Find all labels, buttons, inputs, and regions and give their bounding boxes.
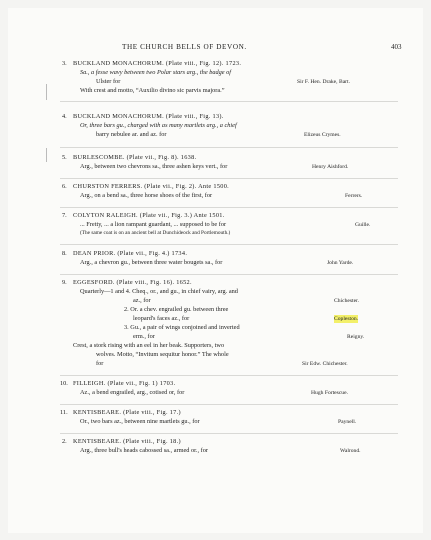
entry-line: Or., two bars az., between nine martlets gu., for <box>80 418 200 425</box>
donor-name: Elizeus Crymes. <box>304 132 341 138</box>
divider <box>60 178 398 179</box>
entry-line: ... Fretty, ... a lion rampant guardant, ... supposed to be for <box>80 221 227 228</box>
divider <box>60 433 398 434</box>
entry-heading: DEAN PRIOR. (Plate vii., Fig. 4.) 1734. <box>73 250 188 257</box>
entry-heading: BUCKLAND MONACHORUM. (Plate viii., Fig. 13). <box>73 113 224 120</box>
entry-line: 2. Or. a chev. engrailed gu. between three <box>124 306 229 313</box>
entry-number: 6. <box>62 183 67 190</box>
entry-heading: FILLEIGH. (Plate vii., Fig. 1) 1703. <box>73 380 176 387</box>
entry-line: leopard's faces az., for <box>133 315 190 322</box>
page-title: THE CHURCH BELLS OF DEVON. <box>122 43 247 51</box>
entry-number: 8. <box>62 250 67 257</box>
divider <box>60 274 398 275</box>
entry-heading: BUCKLAND MONACHORUM. (Plate viii., Fig. 12). 1723. <box>73 60 242 67</box>
entry-line: wolves. Motto, “Invitum sequitur honor.” The whole <box>96 351 229 358</box>
divider <box>60 375 398 376</box>
entry-heading: KENTISBEARE. (Plate viii., Fig. 17.) <box>73 409 181 416</box>
entry-number: 4. <box>62 113 67 120</box>
entry-line: for <box>96 360 104 367</box>
donor-name: Sir F. Hen. Drake, Bart. <box>297 79 350 85</box>
donor-name: Guille. <box>355 222 371 228</box>
entry-line: az., for <box>133 297 151 304</box>
entry-line: erm., for <box>133 333 155 340</box>
entry-number: 3. <box>62 60 67 67</box>
divider <box>60 207 398 208</box>
entry-number: 7. <box>62 212 67 219</box>
entry-heading: KENTISBEARE. (Plate viii., Fig. 18.) <box>73 438 181 445</box>
divider <box>60 244 398 245</box>
entry-number: 5. <box>62 154 67 161</box>
entry-line: Arg., three bull's heads cabossed sa., armed or., for <box>80 447 208 454</box>
entry-heading: CHURSTON FERRERS. (Plate vii., Fig. 2). Ante 1500. <box>73 183 230 190</box>
divider <box>60 147 398 148</box>
divider <box>60 404 398 405</box>
entry-heading: BURLESCOMBE. (Plate vii., Fig. 8). 1638. <box>73 154 197 161</box>
donor-name: Henry Aishford. <box>312 164 349 170</box>
entry-line: Arg., on a bend sa., three horse shoes of the first, for <box>80 192 213 199</box>
entry-line: Az., a bend engrailed, arg., cotised or, for <box>80 389 185 396</box>
donor-name: Chichester. <box>334 298 360 304</box>
donor-name-highlighted: Copleston. <box>334 316 359 322</box>
margin-mark <box>46 148 47 162</box>
divider <box>60 101 398 102</box>
donor-name: Ferrers. <box>345 193 363 199</box>
entry-line: Quarterly—1 and 4. Cheq., or., and gu., in chief vairy, arg. and <box>80 288 238 295</box>
entry-note: (The same coat is on an ancient bell at Dunchideock and Portlemouth.) <box>80 230 231 236</box>
entry-line: Ulster for <box>96 78 121 85</box>
entry-line: Or, three bars gu., charged with as many martlets arg., a chief <box>80 122 237 129</box>
margin-mark <box>46 84 47 100</box>
running-header <box>0 43 431 55</box>
entry-line: Sa., a fesse wavy between two Polar stars arg., the badge of <box>80 69 232 76</box>
entry-line: Arg., between two chevrons sa., three ashen keys vert., for <box>80 163 228 170</box>
entry-number: 9. <box>62 279 67 286</box>
entry-number: 11. <box>60 409 68 416</box>
entry-line: Arg., a chevron gu., between three water bougets sa., for <box>80 259 223 266</box>
donor-name: Hugh Fortescue. <box>311 390 348 396</box>
page-number: 403 <box>391 43 402 51</box>
donor-name: Sir Edw. Chichester. <box>302 361 348 367</box>
entry-line: With crest and motto, “Auxilio divino sic parvis majora.” <box>80 87 225 94</box>
entry-number: 2. <box>62 438 67 445</box>
donor-name: John Yarde. <box>327 260 354 266</box>
entry-line: barry nebulee ar. and az. for <box>96 131 167 138</box>
entry-line: 3. Gu., a pair of wings conjoined and inverted <box>124 324 240 331</box>
donor-name: Paynell. <box>338 419 357 425</box>
donor-name: Reigny. <box>347 334 365 340</box>
entry-line: Crest, a stork rising with an eel in her beak. Supporters, two <box>73 342 225 349</box>
entry-heading: COLYTON RALEIGH. (Plate vii., Fig. 3.) Ante 1501. <box>73 212 225 219</box>
entry-heading: EGGESFORD. (Plate viii., Fig. 16). 1652. <box>73 279 192 286</box>
entry-number: 10. <box>60 380 68 387</box>
donor-name: Walrond. <box>340 448 361 454</box>
